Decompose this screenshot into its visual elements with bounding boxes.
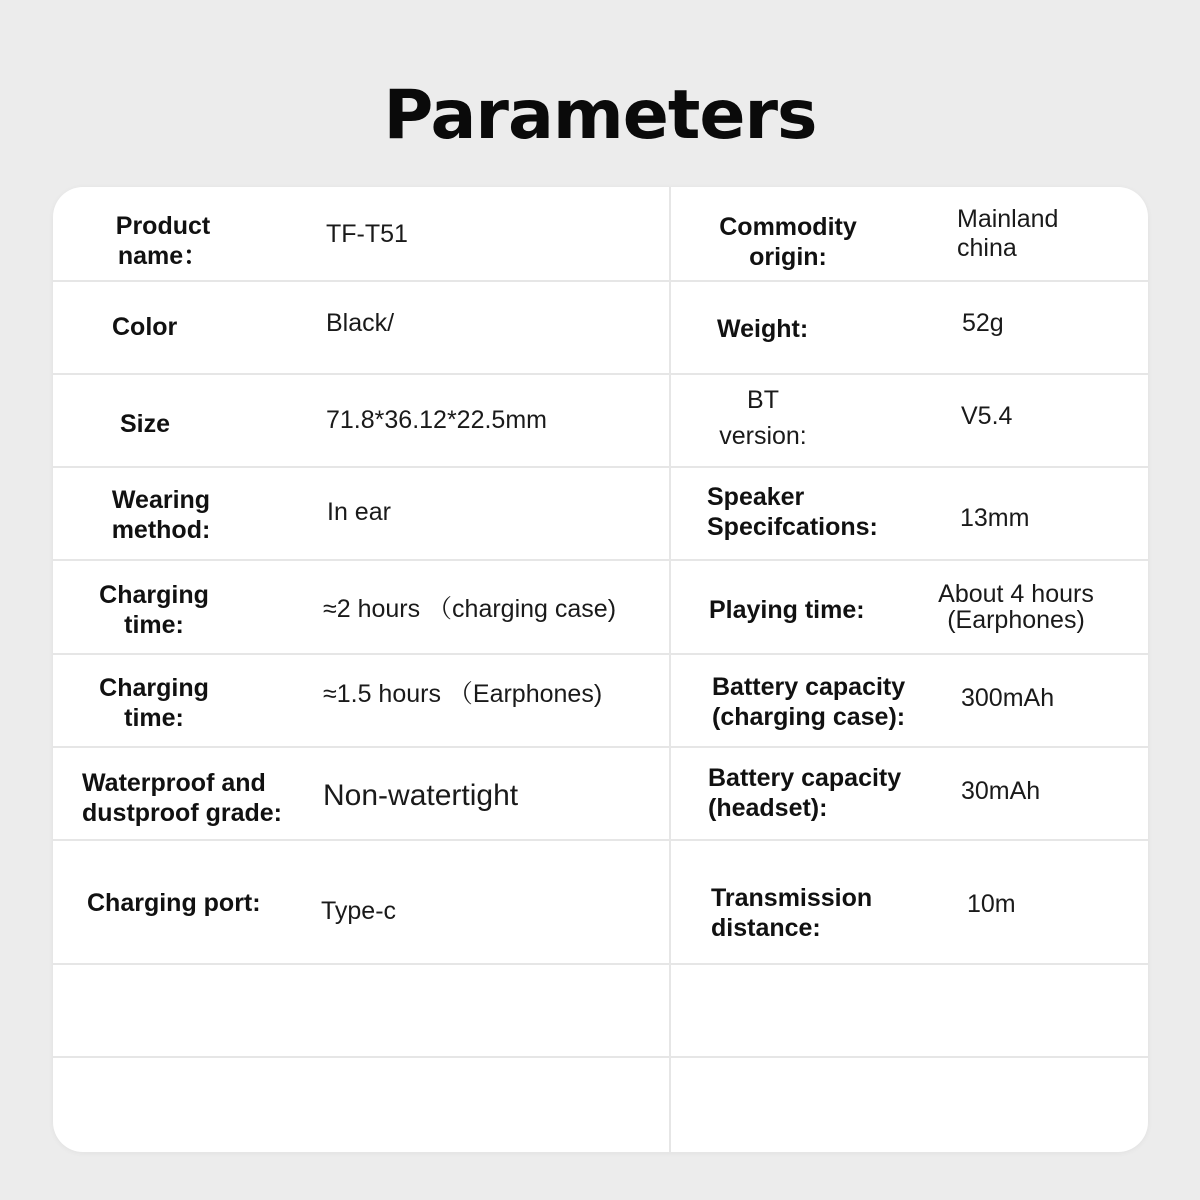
row-divider bbox=[53, 559, 1148, 561]
label-size: Size bbox=[120, 410, 171, 438]
row-divider bbox=[53, 963, 1148, 965]
value-color: Black/ bbox=[326, 309, 395, 337]
label-battery-capacity-headset: Battery capacity (headset): bbox=[708, 764, 902, 822]
label-transmission-distance: Transmission distance: bbox=[711, 884, 873, 942]
label-bt-version: BT version: bbox=[719, 386, 807, 450]
label-charging-time-earphones: Charging time: bbox=[99, 674, 209, 732]
column-divider bbox=[669, 187, 671, 1152]
value-product-name: TF-T51 bbox=[326, 220, 408, 248]
value-commodity-origin: Mainland china bbox=[957, 205, 1059, 262]
row-divider bbox=[53, 373, 1148, 375]
row-divider bbox=[53, 466, 1148, 468]
value-charging-time-case: ≈2 hours （charging case) bbox=[323, 595, 617, 623]
value-battery-capacity-headset: 30mAh bbox=[961, 777, 1041, 805]
label-charging-time-case: Charging time: bbox=[99, 581, 209, 639]
value-waterproof-grade: Non-watertight bbox=[323, 779, 519, 812]
value-bt-version: V5.4 bbox=[961, 402, 1013, 430]
label-weight: Weight: bbox=[717, 315, 809, 343]
row-divider bbox=[53, 746, 1148, 748]
value-charging-time-earphones: ≈1.5 hours （Earphones) bbox=[323, 680, 603, 708]
label-product-name: Product name： bbox=[115, 212, 211, 270]
label-speaker-specifications: Speaker Specifcations: bbox=[707, 483, 878, 541]
value-size: 71.8*36.12*22.5mm bbox=[326, 406, 547, 434]
label-waterproof-grade: Waterproof and dustproof grade: bbox=[82, 769, 282, 827]
value-playing-time: About 4 hours (Earphones) bbox=[938, 580, 1094, 634]
label-wearing-method: Wearing method: bbox=[111, 486, 211, 544]
label-playing-time: Playing time: bbox=[709, 596, 865, 624]
label-color: Color bbox=[112, 313, 178, 341]
value-weight: 52g bbox=[962, 309, 1004, 337]
page-title: Parameters bbox=[383, 76, 817, 155]
value-transmission-distance: 10m bbox=[967, 890, 1016, 918]
label-charging-port: Charging port: bbox=[87, 889, 261, 917]
row-divider bbox=[53, 653, 1148, 655]
row-divider bbox=[53, 280, 1148, 282]
label-battery-capacity-case: Battery capacity (charging case): bbox=[712, 673, 906, 731]
row-divider bbox=[53, 839, 1148, 841]
value-charging-port: Type-c bbox=[321, 897, 397, 925]
row-divider bbox=[53, 1056, 1148, 1058]
value-battery-capacity-case: 300mAh bbox=[961, 684, 1055, 712]
label-commodity-origin: Commodity origin: bbox=[719, 213, 857, 271]
parameters-table bbox=[53, 187, 1148, 1152]
value-speaker-specifications: 13mm bbox=[960, 504, 1030, 532]
value-wearing-method: In ear bbox=[327, 498, 391, 526]
